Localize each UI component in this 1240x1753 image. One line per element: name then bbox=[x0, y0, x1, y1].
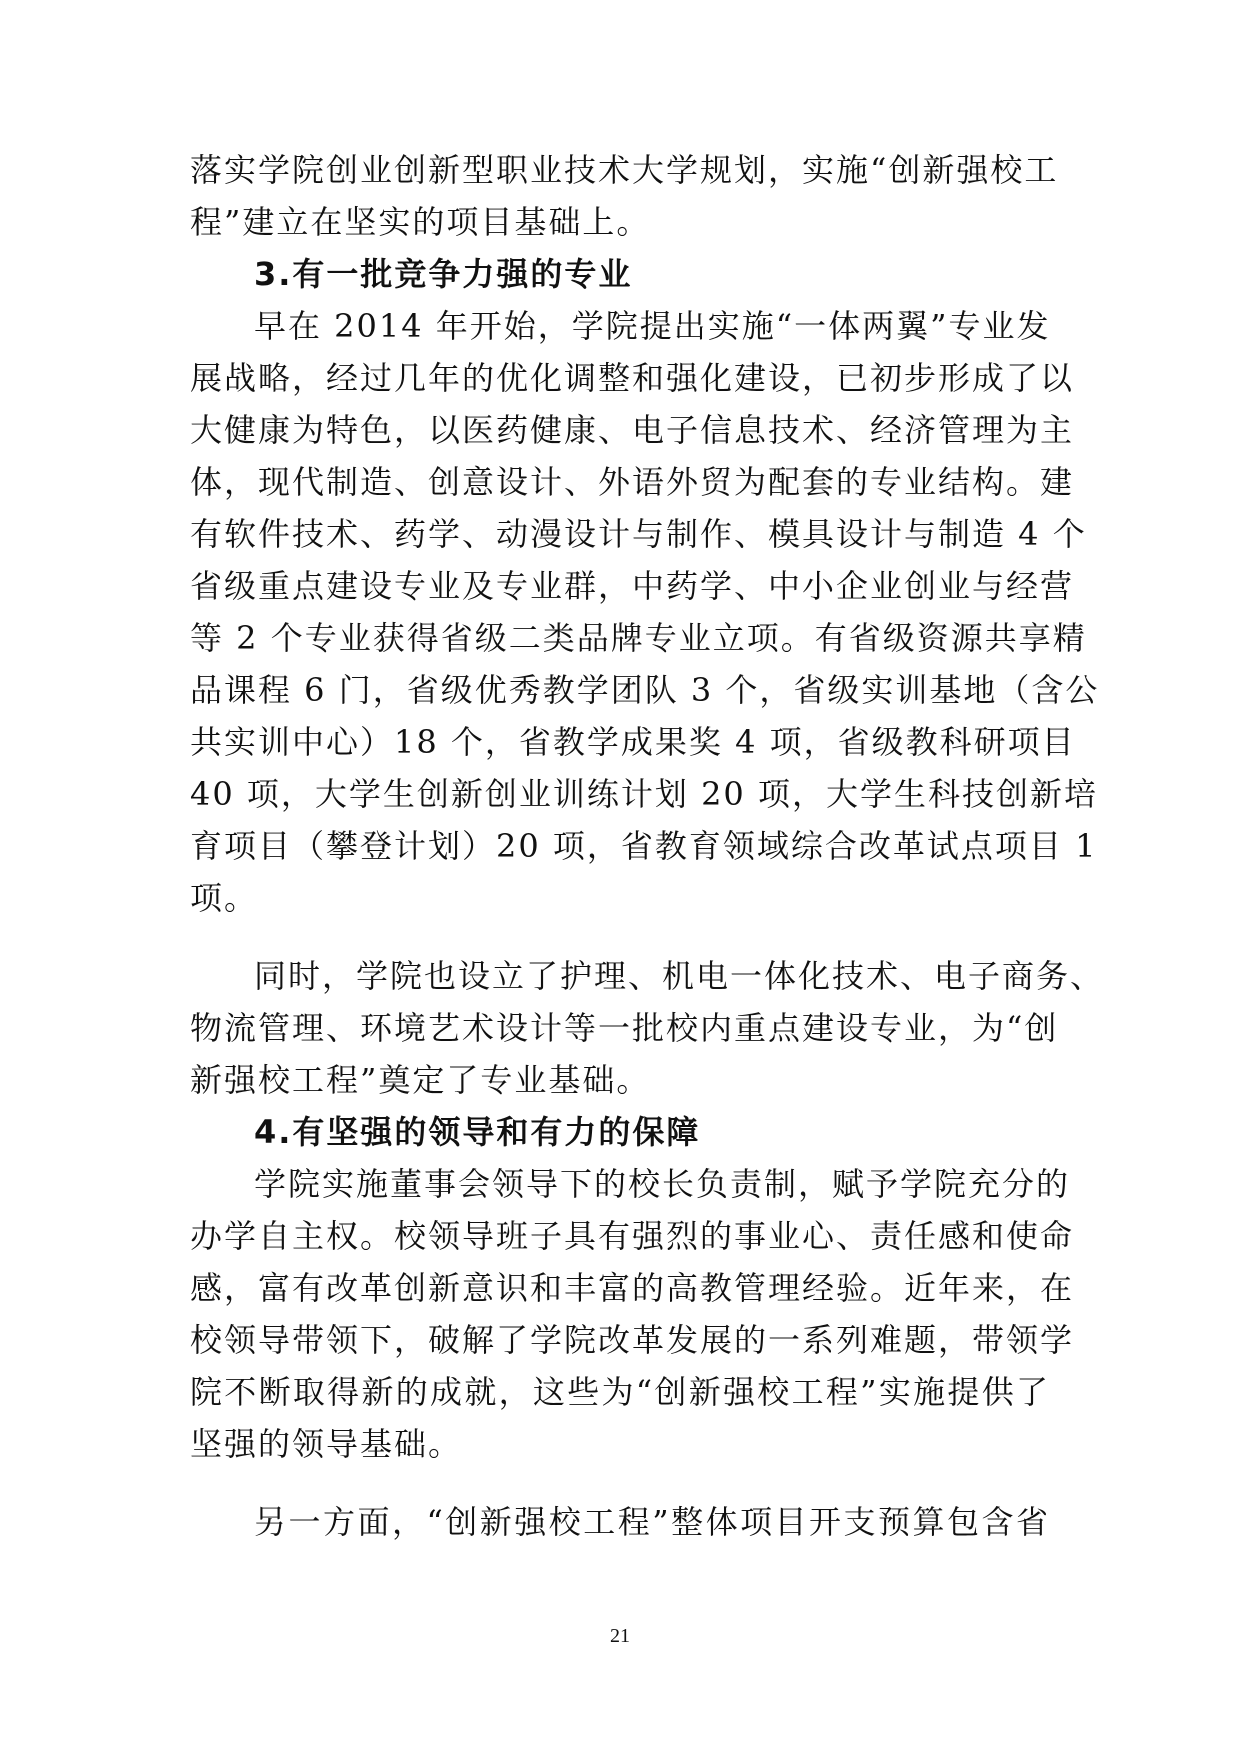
text-line: 程”建立在坚实的项目基础上。 bbox=[190, 203, 651, 241]
text-line: 校领导带领下，破解了学院改革发展的一系列难题，带领学 bbox=[190, 1321, 1075, 1359]
text-line: 另一方面，“创新强校工程”整体项目开支预算包含省 bbox=[254, 1503, 1050, 1541]
text-line: 共实训中心）18 个，省教学成果奖 4 项，省级教科研项目 bbox=[190, 723, 1076, 761]
text-line: 品课程 6 门，省级优秀教学团队 3 个，省级实训基地（含公 bbox=[190, 671, 1100, 709]
text-line: 坚强的领导基础。 bbox=[190, 1425, 463, 1463]
text-line: 同时，学院也设立了护理、机电一体化技术、电子商务、 bbox=[254, 957, 1105, 995]
text-line: 办学自主权。校领导班子具有强烈的事业心、责任感和使命 bbox=[190, 1217, 1075, 1255]
text-line: 等 2 个专业获得省级二类品牌专业立项。有省级资源共享精 bbox=[190, 619, 1087, 657]
section-heading: 4.有坚强的领导和有力的保障 bbox=[254, 1113, 701, 1151]
page-number: 21 bbox=[610, 1625, 630, 1647]
text-line: 物流管理、环境艺术设计等一批校内重点建设专业，为“创 bbox=[190, 1009, 1059, 1047]
text-line: 新强校工程”奠定了专业基础。 bbox=[190, 1061, 651, 1099]
text-line: 省级重点建设专业及专业群，中药学、中小企业创业与经营 bbox=[190, 567, 1075, 605]
text-line: 感，富有改革创新意识和丰富的高教管理经验。近年来，在 bbox=[190, 1269, 1075, 1307]
text-line: 大健康为特色，以医药健康、电子信息技术、经济管理为主 bbox=[190, 411, 1075, 449]
text-line: 育项目（攀登计划）20 项，省教育领域综合改革试点项目 1 bbox=[190, 827, 1098, 865]
text-line: 展战略，经过几年的优化调整和强化建设，已初步形成了以 bbox=[190, 359, 1075, 397]
section-heading: 3.有一批竞争力强的专业 bbox=[254, 255, 633, 293]
text-line: 项。 bbox=[190, 879, 259, 917]
text-line: 学院实施董事会领导下的校长负责制，赋予学院充分的 bbox=[254, 1165, 1071, 1203]
text-line: 有软件技术、药学、动漫设计与制作、模具设计与制造 4 个 bbox=[190, 515, 1087, 553]
text-line: 40 项，大学生创新创业训练计划 20 项，大学生科技创新培 bbox=[190, 775, 1098, 813]
text-line: 早在 2014 年开始，学院提出实施“一体两翼”专业发 bbox=[254, 307, 1051, 345]
text-line: 体，现代制造、创意设计、外语外贸为配套的专业结构。建 bbox=[190, 463, 1075, 501]
text-line: 院不断取得新的成就，这些为“创新强校工程”实施提供了 bbox=[190, 1373, 1050, 1411]
text-line: 落实学院创业创新型职业技术大学规划，实施“创新强校工 bbox=[190, 151, 1059, 189]
